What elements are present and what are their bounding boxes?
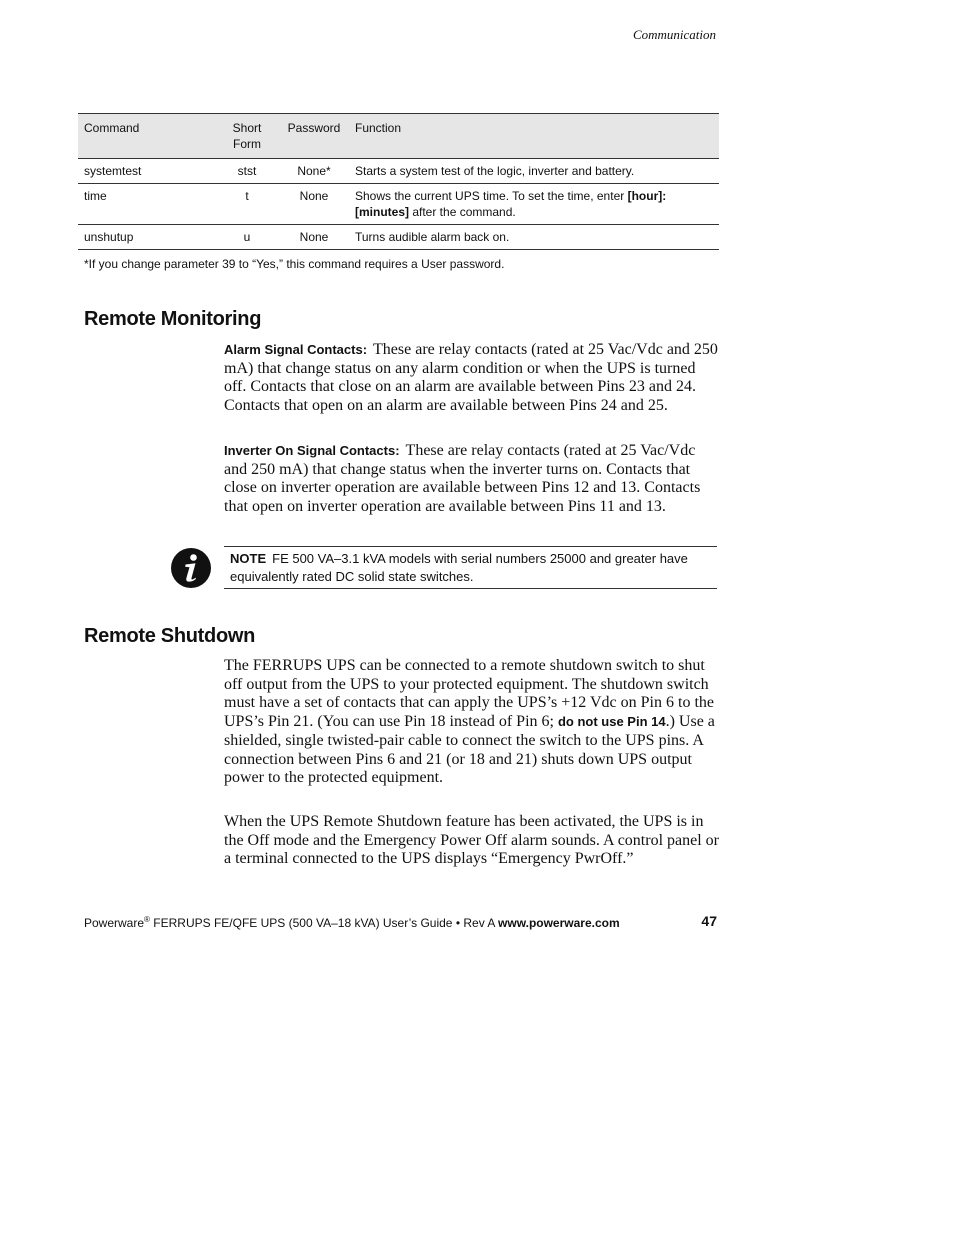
- inverter-signal-text: These are relay contacts (rated at 25 Vac/Vdc and 250 mA) that change status when the inverter turns on. Contacts that close on inverter operation are available between Pins 12 and 13. Contacts that open on inverter operation are available between Pins 11 and 13.: [224, 442, 701, 516]
- table-header-row: [78, 114, 719, 159]
- table-row: [78, 184, 719, 225]
- alarm-signal-lead: Alarm Signal Contacts:: [224, 342, 368, 357]
- note-text: [230, 550, 710, 586]
- note-label: NOTE: [230, 551, 267, 566]
- function-text: Shows the current UPS time. To set the time, enter: [355, 189, 628, 203]
- cell-function: [349, 184, 719, 225]
- cell-command: time: [78, 184, 215, 225]
- cell-function: Turns audible alarm back on.: [349, 225, 719, 250]
- inverter-signal-paragraph: [224, 442, 720, 517]
- cell-short: u: [215, 225, 279, 250]
- table-row: [78, 159, 719, 184]
- info-icon: [170, 547, 212, 589]
- footer-title: FERRUPS FE/QFE UPS (500 VA–18 kVA) User’s Guide • Rev A: [149, 916, 499, 930]
- page-footer: [84, 915, 717, 930]
- cell-short: t: [215, 184, 279, 225]
- inverter-signal-lead: Inverter On Signal Contacts:: [224, 443, 400, 458]
- function-code: [hour]:[minutes]: [355, 189, 667, 219]
- shutdown-warning: do not use Pin 14: [557, 714, 666, 730]
- cell-password: None: [279, 225, 349, 250]
- alarm-signal-text: These are relay contacts (rated at 25 Vac/Vdc and 250 mA) that change status on any alarm condition or when the UPS is turned off. Contacts that close on an alarm are available between Pins 23 and 24. Contacts that open on an alarm are available between Pins 24 and 25.: [224, 341, 718, 415]
- shutdown-paragraph-2: When the UPS Remote Shutdown feature has been activated, the UPS is in the Off mode and the Emergency Power Off alarm sounds. A control panel or a terminal connected to the UPS displays “Emergency PwrOff.”: [224, 813, 719, 868]
- alarm-signal-paragraph: [224, 341, 720, 416]
- registered-mark: ®: [144, 915, 150, 924]
- cell-command: systemtest: [78, 159, 215, 184]
- cell-function: Starts a system test of the logic, inverter and battery.: [349, 159, 719, 184]
- shutdown-paragraph-1: [224, 657, 720, 788]
- cell-password: None: [279, 184, 349, 225]
- heading-remote-monitoring: Remote Monitoring: [84, 308, 262, 330]
- cell-command: unshutup: [78, 225, 215, 250]
- col-header-function: Function: [349, 114, 719, 159]
- page-number: 47: [701, 913, 717, 929]
- col-header-password: Password: [279, 114, 349, 159]
- command-table: [78, 113, 719, 250]
- col-header-short-form: Short Form: [215, 114, 279, 159]
- note-body: FE 500 VA–3.1 kVA models with serial numbers 25000 and greater have equivalently rated DC solid state switches.: [230, 551, 688, 584]
- table-footnote: *If you change parameter 39 to “Yes,” this command requires a User password.: [84, 257, 505, 271]
- table-row: [78, 225, 719, 250]
- footer-brand: Powerware: [84, 916, 145, 930]
- note-box: [224, 546, 717, 589]
- cell-password: None*: [279, 159, 349, 184]
- function-text: after the command.: [409, 205, 516, 219]
- shutdown-text: The FERRUPS UPS can be connected to a remote shutdown switch to shut off output from the UPS to your protected equipment. The shutdown switch must have a set of contacts that can apply the UPS’s +12 Vdc on Pin 6 to the UPS’s Pin 21. (You can use Pin 18 instead of Pin 6;: [224, 657, 714, 731]
- col-header-command: Command: [78, 114, 215, 159]
- shutdown-text: .) Use a shielded, single twisted-pair cable to connect the switch to the UPS pins. A connection between Pins 6 and 21 (or 18 and 21) shuts down UPS output power to the protected equipment.: [224, 713, 715, 787]
- footer-url: www.powerware.com: [498, 916, 620, 930]
- heading-remote-shutdown: Remote Shutdown: [84, 625, 256, 647]
- running-header: Communication: [632, 27, 716, 42]
- cell-short: stst: [215, 159, 279, 184]
